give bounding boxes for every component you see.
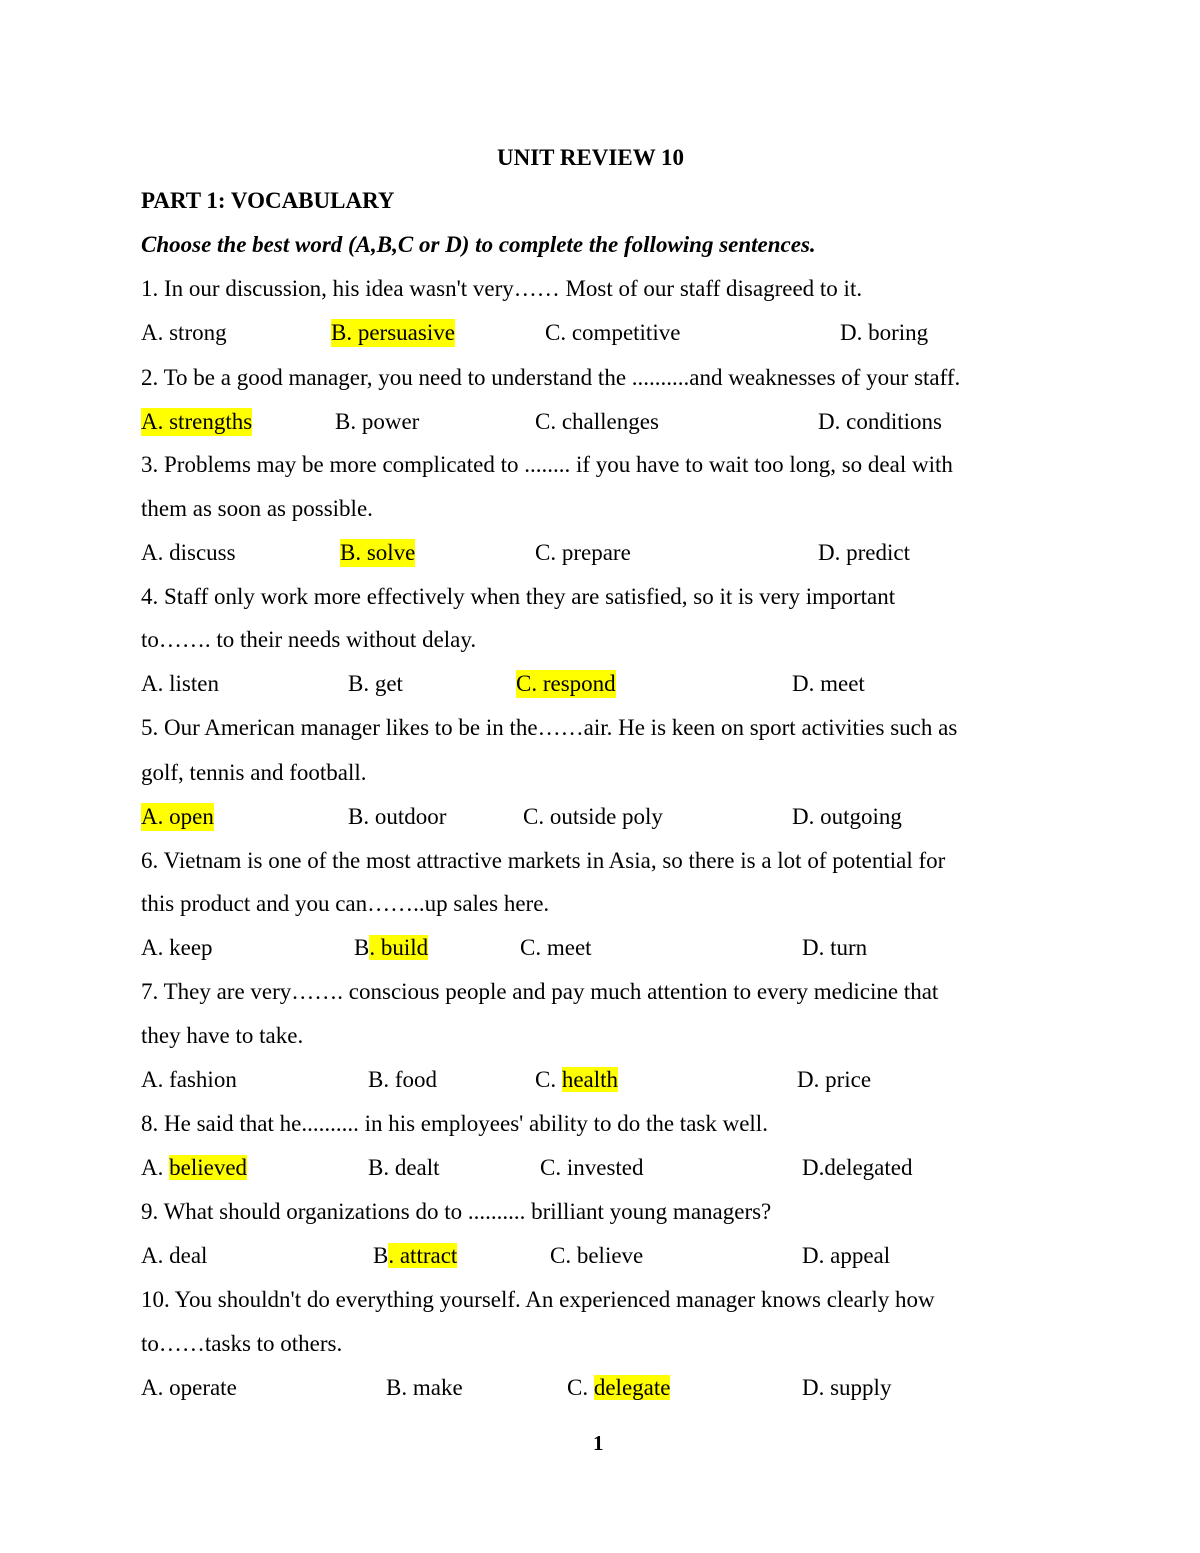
option-2a-answer: A. strengths	[141, 409, 253, 434]
option-10a: A. operate	[141, 1375, 237, 1400]
option-8a-answer: believed	[169, 1155, 248, 1180]
question-4-line2: to……. to their needs without delay.	[141, 627, 477, 652]
option-9b	[373, 1242, 457, 1270]
option-7d: D. price	[797, 1067, 872, 1092]
option-4d: D. meet	[792, 671, 865, 696]
option-4b: B. get	[348, 671, 403, 696]
question-9: 9. What should organizations do to .......... brilliant young managers?	[141, 1199, 772, 1224]
option-7b: B. food	[368, 1067, 437, 1092]
option-9b-prefix: B	[373, 1243, 389, 1268]
page-number: 1	[593, 1431, 604, 1455]
question-5-line2: golf, tennis and football.	[141, 760, 367, 785]
option-6a: A. keep	[141, 935, 213, 960]
option-3b-answer: B. solve	[340, 540, 416, 565]
question-6-line2: this product and you can……..up sales here.	[141, 891, 550, 916]
option-4c-answer: C. respond	[516, 671, 616, 696]
question-2: 2. To be a good manager, you need to understand the ..........and weaknesses of your staff.	[141, 365, 961, 390]
question-7-line1: 7. They are very……. conscious people and pay much attention to every medicine that	[141, 979, 939, 1004]
option-8a	[141, 1154, 247, 1182]
option-1c: C. competitive	[545, 320, 681, 345]
instruction: Choose the best word (A,B,C or D) to complete the following sentences.	[141, 232, 816, 257]
option-8d: D.delegated	[802, 1155, 913, 1180]
option-3a: A. discuss	[141, 540, 236, 565]
question-6-line1: 6. Vietnam is one of the most attractive markets in Asia, so there is a lot of potential for	[141, 848, 946, 873]
option-3c: C. prepare	[535, 540, 631, 565]
option-2c: C. challenges	[535, 409, 659, 434]
option-8b: B. dealt	[368, 1155, 440, 1180]
question-4-line1: 4. Staff only work more effectively when they are satisfied, so it is very important	[141, 584, 896, 609]
option-7c	[535, 1066, 618, 1094]
question-3-line1: 3. Problems may be more complicated to ........ if you have to wait too long, so deal with	[141, 452, 953, 477]
option-5b: B. outdoor	[348, 804, 447, 829]
option-7c-answer: health	[561, 1067, 619, 1092]
option-3d: D. predict	[818, 540, 910, 565]
option-9a: A. deal	[141, 1243, 208, 1268]
option-6b-answer: . build	[369, 935, 429, 960]
option-7a: A. fashion	[141, 1067, 237, 1092]
option-10c-prefix: C.	[567, 1375, 594, 1400]
option-2d: D. conditions	[818, 409, 942, 434]
page-title: UNIT REVIEW 10	[497, 145, 685, 170]
option-6c: C. meet	[520, 935, 592, 960]
question-10-line2: to……tasks to others.	[141, 1331, 343, 1356]
question-1: 1. In our discussion, his idea wasn't very…… Most of our staff disagreed to it.	[141, 276, 863, 301]
option-8a-prefix: A.	[141, 1155, 170, 1180]
question-8: 8. He said that he.......... in his employees' ability to do the task well.	[141, 1111, 768, 1136]
option-10b: B. make	[386, 1375, 463, 1400]
option-9d: D. appeal	[802, 1243, 891, 1268]
question-7-line2: they have to take.	[141, 1023, 304, 1048]
question-3-line2: them as soon as possible.	[141, 496, 373, 521]
option-2b: B. power	[335, 409, 420, 434]
option-8c: C. invested	[540, 1155, 644, 1180]
option-10c	[567, 1374, 670, 1402]
option-4a: A. listen	[141, 671, 219, 696]
option-1a: A. strong	[141, 320, 227, 345]
option-9b-answer: . attract	[388, 1243, 458, 1268]
option-6b-prefix: B	[354, 935, 370, 960]
option-1b-answer: B. persuasive	[331, 320, 455, 345]
option-9c: C. believe	[550, 1243, 644, 1268]
option-5d: D. outgoing	[792, 804, 902, 829]
option-10c-answer: delegate	[593, 1375, 671, 1400]
option-5a-answer: A. open	[141, 804, 214, 829]
option-5c: C. outside poly	[523, 804, 663, 829]
option-6b	[354, 934, 428, 962]
option-6d: D. turn	[802, 935, 868, 960]
option-1d: D. boring	[840, 320, 929, 345]
option-10d: D. supply	[802, 1375, 892, 1400]
option-7c-prefix: C.	[535, 1067, 562, 1092]
question-5-line1: 5. Our American manager likes to be in the……air. He is keen on sport activities such as	[141, 715, 958, 740]
question-10-line1: 10. You shouldn't do everything yourself. An experienced manager knows clearly how	[141, 1287, 935, 1312]
part-heading: PART 1: VOCABULARY	[141, 188, 395, 213]
